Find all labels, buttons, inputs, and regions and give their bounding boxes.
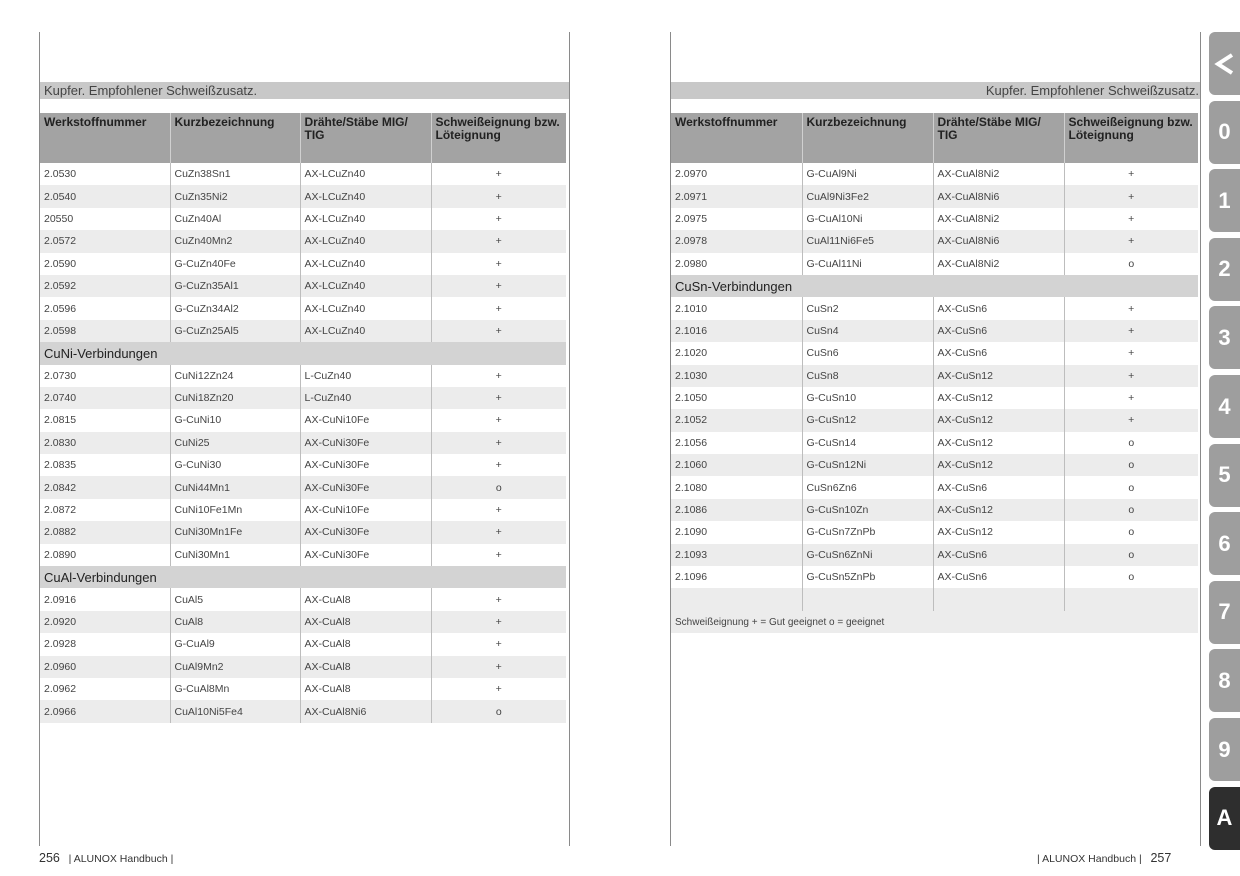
chapter-tab-a[interactable]: A xyxy=(1209,787,1240,850)
table-row xyxy=(40,633,566,655)
draehte-cell: L-CuZn40 xyxy=(300,365,431,387)
werkstoffnummer-cell: 2.1030 xyxy=(671,365,802,387)
eignung-cell: + xyxy=(1064,409,1198,431)
left-page-title xyxy=(40,82,569,99)
eignung-cell: + xyxy=(431,365,566,387)
section-heading: CuSn-Verbindungen xyxy=(671,275,1198,297)
werkstoffnummer-cell: 2.0970 xyxy=(675,168,708,181)
left-footer-text: | ALUNOX Handbuch | xyxy=(68,853,174,865)
werkstoffnummer-cell: 2.0916 xyxy=(44,593,77,606)
draehte-cell: AX-CuAl8Ni6 xyxy=(933,230,1064,252)
eignung-cell: o xyxy=(1064,544,1198,566)
blank-cell xyxy=(933,588,1064,610)
draehte-cell: AX-CuAl8 xyxy=(300,678,431,700)
kurzbezeichnung-cell: CuAl11Ni6Fe5 xyxy=(802,230,933,252)
eignung-cell: + xyxy=(431,432,566,454)
legend-note: Schweißeignung + = Gut geeignet o = geeignet xyxy=(671,611,1198,633)
kurzbezeichnung-cell: G-CuAl10Ni xyxy=(802,208,933,230)
col-header-werkstoffnummer: Werkstoffnummer xyxy=(671,113,802,163)
table-row xyxy=(671,476,1198,498)
werkstoffnummer-cell: 2.0572 xyxy=(40,230,170,252)
eignung-cell: + xyxy=(431,208,566,230)
table-row xyxy=(671,297,1198,319)
draehte-cell: AX-CuNi30Fe xyxy=(300,521,431,543)
left-page-right-rule xyxy=(569,32,570,846)
werkstoffnummer-cell: 2.1080 xyxy=(675,481,708,494)
right-footer-text: | ALUNOX Handbuch | xyxy=(1037,853,1142,865)
chapter-tab-3[interactable]: 3 xyxy=(1209,306,1240,369)
right-weld-table xyxy=(671,113,1198,633)
draehte-cell: AX-LCuZn40 xyxy=(300,163,431,185)
draehte-cell: AX-LCuZn40 xyxy=(300,185,431,207)
kurzbezeichnung-cell: G-CuAl9 xyxy=(170,633,300,655)
table-row xyxy=(40,275,566,297)
eignung-cell: + xyxy=(1064,320,1198,342)
table-row xyxy=(40,185,566,207)
eignung-cell: + xyxy=(431,633,566,655)
kurzbezeichnung-cell: CuAl5 xyxy=(170,588,300,610)
eignung-cell: + xyxy=(1064,230,1198,252)
draehte-cell: AX-CuAl8 xyxy=(300,611,431,633)
draehte-cell: AX-CuSn6 xyxy=(933,342,1064,364)
werkstoffnummer-cell: 2.0975 xyxy=(675,212,708,225)
draehte-cell: AX-CuNi30Fe xyxy=(300,432,431,454)
kurzbezeichnung-cell: G-CuSn10Zn xyxy=(802,499,933,521)
table-row xyxy=(671,409,1198,431)
draehte-cell: AX-CuSn12 xyxy=(933,499,1064,521)
table-row xyxy=(671,208,1198,230)
chapter-tab-4[interactable]: 4 xyxy=(1209,375,1240,438)
blank-cell xyxy=(671,588,802,610)
draehte-cell: AX-CuSn12 xyxy=(933,409,1064,431)
eignung-cell: o xyxy=(431,700,566,722)
eignung-cell: + xyxy=(431,521,566,543)
eignung-cell: + xyxy=(431,297,566,319)
werkstoffnummer-cell: 2.0928 xyxy=(44,638,77,651)
col-header-kurzbezeichnung: Kurzbezeichnung xyxy=(802,113,933,163)
draehte-cell: AX-LCuZn40 xyxy=(300,230,431,252)
chapter-tab-2[interactable]: 2 xyxy=(1209,238,1240,301)
chapter-tab-1[interactable]: 1 xyxy=(1209,169,1240,232)
kurzbezeichnung-cell: CuAl10Ni5Fe4 xyxy=(170,700,300,722)
draehte-cell: AX-CuSn12 xyxy=(933,454,1064,476)
kurzbezeichnung-cell: G-CuSn12Ni xyxy=(802,454,933,476)
kurzbezeichnung-cell: CuSn6 xyxy=(802,342,933,364)
table-row xyxy=(40,365,566,387)
table-row xyxy=(40,700,566,722)
draehte-cell: AX-LCuZn40 xyxy=(300,275,431,297)
section-heading: CuNi-Verbindungen xyxy=(40,342,566,364)
werkstoffnummer-cell: 2.1016 xyxy=(671,320,802,342)
draehte-cell: AX-CuSn6 xyxy=(933,320,1064,342)
kurzbezeichnung-cell: CuZn38Sn1 xyxy=(170,163,300,185)
eignung-cell: + xyxy=(431,678,566,700)
werkstoffnummer-cell: 2.0590 xyxy=(44,257,77,270)
eignung-cell: + xyxy=(431,320,566,342)
werkstoffnummer-cell: 2.0730 xyxy=(44,369,77,382)
werkstoffnummer-cell: 2.1050 xyxy=(675,392,708,405)
table-row xyxy=(40,320,566,342)
section-heading: CuAl-Verbindungen xyxy=(40,566,566,588)
eignung-cell: + xyxy=(431,656,566,678)
col-header-draehte: Drähte/Stäbe MIG/ TIG xyxy=(933,113,1064,163)
werkstoffnummer-cell: 2.0978 xyxy=(671,230,802,252)
draehte-cell: AX-CuSn12 xyxy=(933,521,1064,543)
chapter-tab-5[interactable]: 5 xyxy=(1209,444,1240,507)
kurzbezeichnung-cell: G-CuSn14 xyxy=(802,432,933,454)
werkstoffnummer-cell: 2.0980 xyxy=(675,257,708,270)
table-row xyxy=(671,185,1198,207)
kurzbezeichnung-cell: CuNi30Mn1 xyxy=(170,544,300,566)
werkstoffnummer-cell: 2.1086 xyxy=(671,499,802,521)
table-row xyxy=(40,476,566,498)
kurzbezeichnung-cell: G-CuAl9Ni xyxy=(802,163,933,185)
eignung-cell: + xyxy=(431,544,566,566)
alunox-logo-icon-svg xyxy=(1214,53,1236,75)
kurzbezeichnung-cell: CuZn40Mn2 xyxy=(170,230,300,252)
eignung-cell: o xyxy=(1064,432,1198,454)
draehte-cell: AX-CuSn12 xyxy=(933,432,1064,454)
eignung-cell: + xyxy=(1064,297,1198,319)
section-row xyxy=(671,275,1198,297)
table-row xyxy=(671,253,1198,275)
kurzbezeichnung-cell: CuNi12Zn24 xyxy=(170,365,300,387)
alunox-logo-icon[interactable] xyxy=(1209,32,1240,95)
eignung-cell: o xyxy=(431,476,566,498)
table-row xyxy=(40,432,566,454)
kurzbezeichnung-cell: CuNi44Mn1 xyxy=(170,476,300,498)
werkstoffnummer-cell: 2.0530 xyxy=(44,168,77,181)
werkstoffnummer-cell: 2.0966 xyxy=(40,700,170,722)
kurzbezeichnung-cell: G-CuZn40Fe xyxy=(170,253,300,275)
kurzbezeichnung-cell: CuAl8 xyxy=(170,611,300,633)
eignung-cell: + xyxy=(431,230,566,252)
eignung-cell: + xyxy=(1064,342,1198,364)
eignung-cell: + xyxy=(1064,387,1198,409)
draehte-cell: AX-CuNi10Fe xyxy=(300,409,431,431)
section-row xyxy=(40,566,566,588)
eignung-cell: + xyxy=(431,163,566,185)
kurzbezeichnung-cell: G-CuSn10 xyxy=(802,387,933,409)
werkstoffnummer-cell: 2.0835 xyxy=(44,459,77,472)
draehte-cell: AX-CuAl8Ni6 xyxy=(933,185,1064,207)
eignung-cell: o xyxy=(1064,253,1198,275)
kurzbezeichnung-cell: G-CuZn25Al5 xyxy=(170,320,300,342)
table-row xyxy=(40,163,566,185)
eignung-cell: + xyxy=(1064,208,1198,230)
table-row xyxy=(671,432,1198,454)
draehte-cell: AX-CuAl8Ni2 xyxy=(933,208,1064,230)
section-row xyxy=(40,342,566,364)
draehte-cell: AX-CuSn12 xyxy=(933,365,1064,387)
kurzbezeichnung-cell: CuSn4 xyxy=(802,320,933,342)
werkstoffnummer-cell: 2.1020 xyxy=(675,347,708,360)
draehte-cell: AX-CuAl8 xyxy=(300,588,431,610)
draehte-cell: AX-LCuZn40 xyxy=(300,297,431,319)
draehte-cell: AX-CuAl8Ni6 xyxy=(300,700,431,722)
werkstoffnummer-cell: 2.1056 xyxy=(675,436,708,449)
table-row xyxy=(671,320,1198,342)
eignung-cell: o xyxy=(1064,499,1198,521)
table-row xyxy=(671,566,1198,588)
left-footer xyxy=(39,851,173,865)
werkstoffnummer-cell: 2.1060 xyxy=(671,454,802,476)
kurzbezeichnung-cell: G-CuNi30 xyxy=(170,454,300,476)
table-row xyxy=(40,544,566,566)
kurzbezeichnung-cell: CuAl9Ni3Fe2 xyxy=(802,185,933,207)
werkstoffnummer-cell: 2.0540 xyxy=(40,185,170,207)
eignung-cell: + xyxy=(431,253,566,275)
werkstoffnummer-cell: 2.1090 xyxy=(675,526,708,539)
werkstoffnummer-cell: 2.0592 xyxy=(40,275,170,297)
draehte-cell: AX-CuNi30Fe xyxy=(300,544,431,566)
col-header-werkstoffnummer: Werkstoffnummer xyxy=(40,113,170,163)
table-row xyxy=(671,365,1198,387)
table-row xyxy=(40,499,566,521)
draehte-cell: AX-CuAl8Ni2 xyxy=(933,253,1064,275)
werkstoffnummer-cell: 20550 xyxy=(44,212,74,225)
eignung-cell: o xyxy=(1064,476,1198,498)
table-row xyxy=(671,387,1198,409)
table-row xyxy=(671,230,1198,252)
table-row xyxy=(40,208,566,230)
draehte-cell: AX-CuNi30Fe xyxy=(300,454,431,476)
blank-cell xyxy=(1064,588,1198,610)
chapter-tab-8[interactable]: 8 xyxy=(1209,649,1240,712)
table-row xyxy=(671,499,1198,521)
col-header-schweisseignung: Schweißeignung bzw. Löteignung xyxy=(431,113,566,163)
kurzbezeichnung-cell: CuSn8 xyxy=(802,365,933,387)
blank-cell xyxy=(802,588,933,610)
kurzbezeichnung-cell: G-CuSn12 xyxy=(802,409,933,431)
table-row xyxy=(40,588,566,610)
eignung-cell: o xyxy=(1064,454,1198,476)
draehte-cell: AX-CuSn12 xyxy=(933,387,1064,409)
kurzbezeichnung-cell: G-CuSn7ZnPb xyxy=(802,521,933,543)
kurzbezeichnung-cell: CuNi10Fe1Mn xyxy=(170,499,300,521)
werkstoffnummer-cell: 2.0960 xyxy=(40,656,170,678)
eignung-cell: o xyxy=(1064,566,1198,588)
draehte-cell: AX-CuAl8 xyxy=(300,656,431,678)
eignung-cell: + xyxy=(431,275,566,297)
table-row xyxy=(671,521,1198,543)
draehte-cell: AX-CuSn6 xyxy=(933,476,1064,498)
table-row xyxy=(671,163,1198,185)
table-row xyxy=(40,253,566,275)
chapter-tab-9[interactable]: 9 xyxy=(1209,718,1240,781)
left-page-number: 256 xyxy=(39,851,60,865)
table-row xyxy=(40,297,566,319)
right-footer xyxy=(1037,851,1171,865)
chapter-tab-6[interactable]: 6 xyxy=(1209,512,1240,575)
table-row xyxy=(40,521,566,543)
draehte-cell: AX-CuSn6 xyxy=(933,544,1064,566)
eignung-cell: + xyxy=(431,588,566,610)
legend-row xyxy=(671,611,1198,633)
eignung-cell: o xyxy=(1064,521,1198,543)
right-page-number: 257 xyxy=(1150,851,1172,865)
table-row xyxy=(40,387,566,409)
blank-row xyxy=(671,588,1198,610)
table-row xyxy=(40,409,566,431)
kurzbezeichnung-cell: G-CuAl8Mn xyxy=(170,678,300,700)
kurzbezeichnung-cell: G-CuAl11Ni xyxy=(802,253,933,275)
kurzbezeichnung-cell: G-CuSn5ZnPb xyxy=(802,566,933,588)
draehte-cell: AX-CuNi10Fe xyxy=(300,499,431,521)
chapter-tab-7[interactable]: 7 xyxy=(1209,581,1240,644)
right-page-right-rule xyxy=(1200,32,1201,846)
kurzbezeichnung-cell: G-CuSn6ZnNi xyxy=(802,544,933,566)
kurzbezeichnung-cell: CuSn6Zn6 xyxy=(802,476,933,498)
draehte-cell: AX-CuSn6 xyxy=(933,297,1064,319)
left-weld-table xyxy=(40,113,566,723)
col-header-schweisseignung: Schweißeignung bzw. Löteignung xyxy=(1064,113,1198,163)
werkstoffnummer-cell: 2.0890 xyxy=(44,548,77,561)
table-row xyxy=(40,611,566,633)
eignung-cell: + xyxy=(431,454,566,476)
kurzbezeichnung-cell: CuNi25 xyxy=(170,432,300,454)
table-row xyxy=(40,678,566,700)
col-header-kurzbezeichnung: Kurzbezeichnung xyxy=(170,113,300,163)
draehte-cell: AX-LCuZn40 xyxy=(300,320,431,342)
eignung-cell: + xyxy=(1064,365,1198,387)
table-row xyxy=(40,454,566,476)
werkstoffnummer-cell: 2.0596 xyxy=(44,302,77,315)
eignung-cell: + xyxy=(431,409,566,431)
eignung-cell: + xyxy=(431,499,566,521)
left-title-text: Kupfer. Empfohlener Schweißzusatz. xyxy=(44,83,258,98)
table-row xyxy=(671,342,1198,364)
werkstoffnummer-cell: 2.1093 xyxy=(671,544,802,566)
werkstoffnummer-cell: 2.0920 xyxy=(40,611,170,633)
eignung-cell: + xyxy=(431,185,566,207)
werkstoffnummer-cell: 2.1096 xyxy=(675,571,708,584)
kurzbezeichnung-cell: G-CuZn34Al2 xyxy=(170,297,300,319)
eignung-cell: + xyxy=(1064,185,1198,207)
werkstoffnummer-cell: 2.1010 xyxy=(675,302,708,315)
table-row xyxy=(40,656,566,678)
kurzbezeichnung-cell: G-CuNi10 xyxy=(170,409,300,431)
draehte-cell: AX-LCuZn40 xyxy=(300,253,431,275)
right-page-title xyxy=(671,82,1200,99)
kurzbezeichnung-cell: CuSn2 xyxy=(802,297,933,319)
draehte-cell: AX-CuSn6 xyxy=(933,566,1064,588)
werkstoffnummer-cell: 2.0882 xyxy=(40,521,170,543)
kurzbezeichnung-cell: CuNi18Zn20 xyxy=(170,387,300,409)
draehte-cell: AX-CuAl8 xyxy=(300,633,431,655)
werkstoffnummer-cell: 2.0740 xyxy=(40,387,170,409)
kurzbezeichnung-cell: CuNi30Mn1Fe xyxy=(170,521,300,543)
eignung-cell: + xyxy=(431,387,566,409)
table-row xyxy=(671,454,1198,476)
table-row xyxy=(40,230,566,252)
draehte-cell: L-CuZn40 xyxy=(300,387,431,409)
draehte-cell: AX-LCuZn40 xyxy=(300,208,431,230)
chapter-tab-0[interactable]: 0 xyxy=(1209,101,1240,164)
werkstoffnummer-cell: 2.0962 xyxy=(44,683,77,696)
werkstoffnummer-cell: 2.0830 xyxy=(40,432,170,454)
col-header-draehte: Drähte/Stäbe MIG/ TIG xyxy=(300,113,431,163)
werkstoffnummer-cell: 2.0971 xyxy=(671,185,802,207)
werkstoffnummer-cell: 2.1052 xyxy=(671,409,802,431)
draehte-cell: AX-CuAl8Ni2 xyxy=(933,163,1064,185)
draehte-cell: AX-CuNi30Fe xyxy=(300,476,431,498)
werkstoffnummer-cell: 2.0598 xyxy=(40,320,170,342)
werkstoffnummer-cell: 2.0815 xyxy=(44,414,77,427)
werkstoffnummer-cell: 2.0872 xyxy=(44,504,77,517)
werkstoffnummer-cell: 2.0842 xyxy=(40,476,170,498)
kurzbezeichnung-cell: CuZn35Ni2 xyxy=(170,185,300,207)
kurzbezeichnung-cell: CuZn40Al xyxy=(170,208,300,230)
kurzbezeichnung-cell: CuAl9Mn2 xyxy=(170,656,300,678)
right-title-text: Kupfer. Empfohlener Schweißzusatz. xyxy=(985,83,1199,98)
eignung-cell: + xyxy=(1064,163,1198,185)
kurzbezeichnung-cell: G-CuZn35Al1 xyxy=(170,275,300,297)
table-row xyxy=(671,544,1198,566)
eignung-cell: + xyxy=(431,611,566,633)
